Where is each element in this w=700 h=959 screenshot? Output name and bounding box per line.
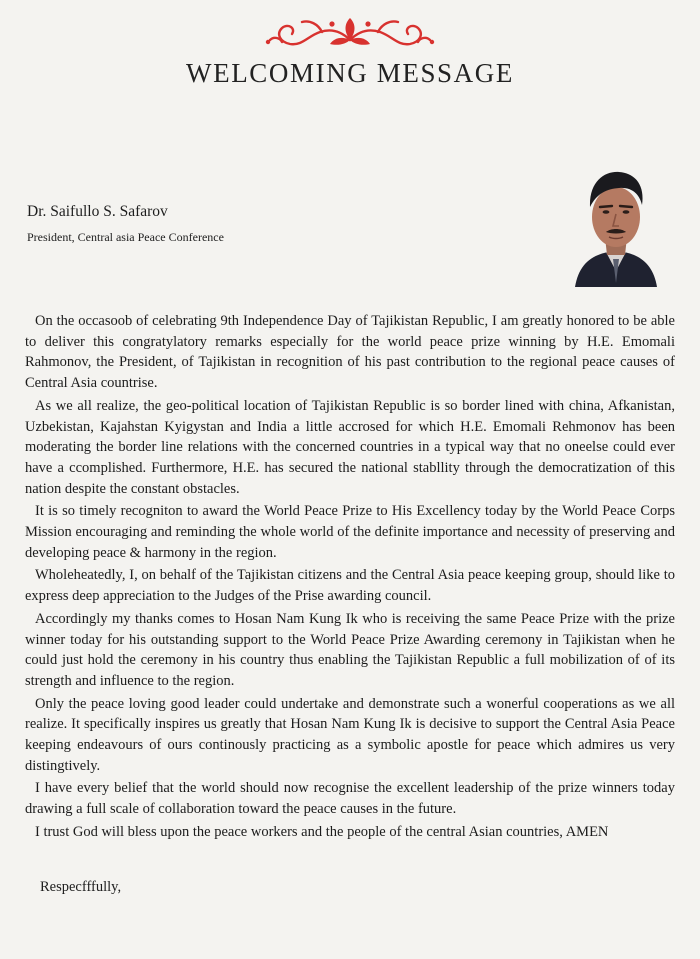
closing-salutation: Respecfffully, — [40, 879, 122, 895]
author-name: Dr. Saifullo S. Safarov — [27, 203, 168, 220]
message-paragraph: I trust God will bless upon the peace workers and the people of the central Asian countries, AMEN — [35, 823, 609, 840]
message-paragraph: It is so timely recogniton to award the World Peace Prize to His Excellency today by the World Peace Corps Mission encouraging and reminding the whole world of the definite importance and necessity of preserving and developing peace & harmony in the region. — [25, 503, 675, 561]
message-paragraph: Wholeheatedly, I, on behalf of the Tajikistan citizens and the Central Asia peace keeping group, should like to express deep appreciation to the Judges of the Prise awarding council. — [25, 567, 675, 605]
page-title: WELCOMING MESSAGE — [186, 58, 514, 88]
message-paragraph: I have every belief that the world should now recognise the excellent leadership of the prize winners today drawing a full scale of collaboration toward the peace causes in the future. — [25, 780, 675, 818]
author-portrait-photo — [573, 159, 659, 287]
message-body — [25, 311, 675, 845]
message-paragraph: Accordingly my thanks comes to Hosan Nam Kung Ik who is receiving the same Peace Prize with the prize winner today for his outstanding support to the World Peace Prize Awarding ceremony in Tajikistan when he could just hold the ceremony in his country thus enabling the Tajikistan Republic a full mobilization of of its strength and influence to the region. — [25, 610, 675, 689]
message-paragraph: As we all realize, the geo-political location of Tajikistan Republic is so border lined with china, Afkanistan, Uzbekistan, Kajahstan Kyigystan and India a little accrosed for which H.E. Emomali Rehmonov has been moderating the border line relations with the concerned countries in a typical way that no oneelse could ever have a ccomplished. Furthermore, H.E. has secured the national stabllity through the democratization of this nation despite the constant obstacles. — [25, 397, 675, 497]
author-role: President, Central asia Peace Conference — [27, 230, 224, 244]
red-flourish-ornament — [262, 10, 438, 54]
message-paragraph: On the occasoob of celebrating 9th Independence Day of Tajikistan Republic, I am greatly honored to be able to deliver this congratylatory remarks especially for the world peace prize winning by H.E. Emomali Rahmonov, the President, of Tajikistan in recognition of his past contribution to the regional peace causes of Central Asia countrise. — [25, 313, 675, 392]
message-paragraph: Only the peace loving good leader could undertake and demonstrate such a wonerful cooperations as we all realize. It specifically inspires us greatly that Hosan Nam Kung Ik is decisive to support the Central Asia Peace keeping endeavours of ours continously practicing as a symbolic apostle for peace which admires us very distingtively. — [25, 695, 675, 774]
